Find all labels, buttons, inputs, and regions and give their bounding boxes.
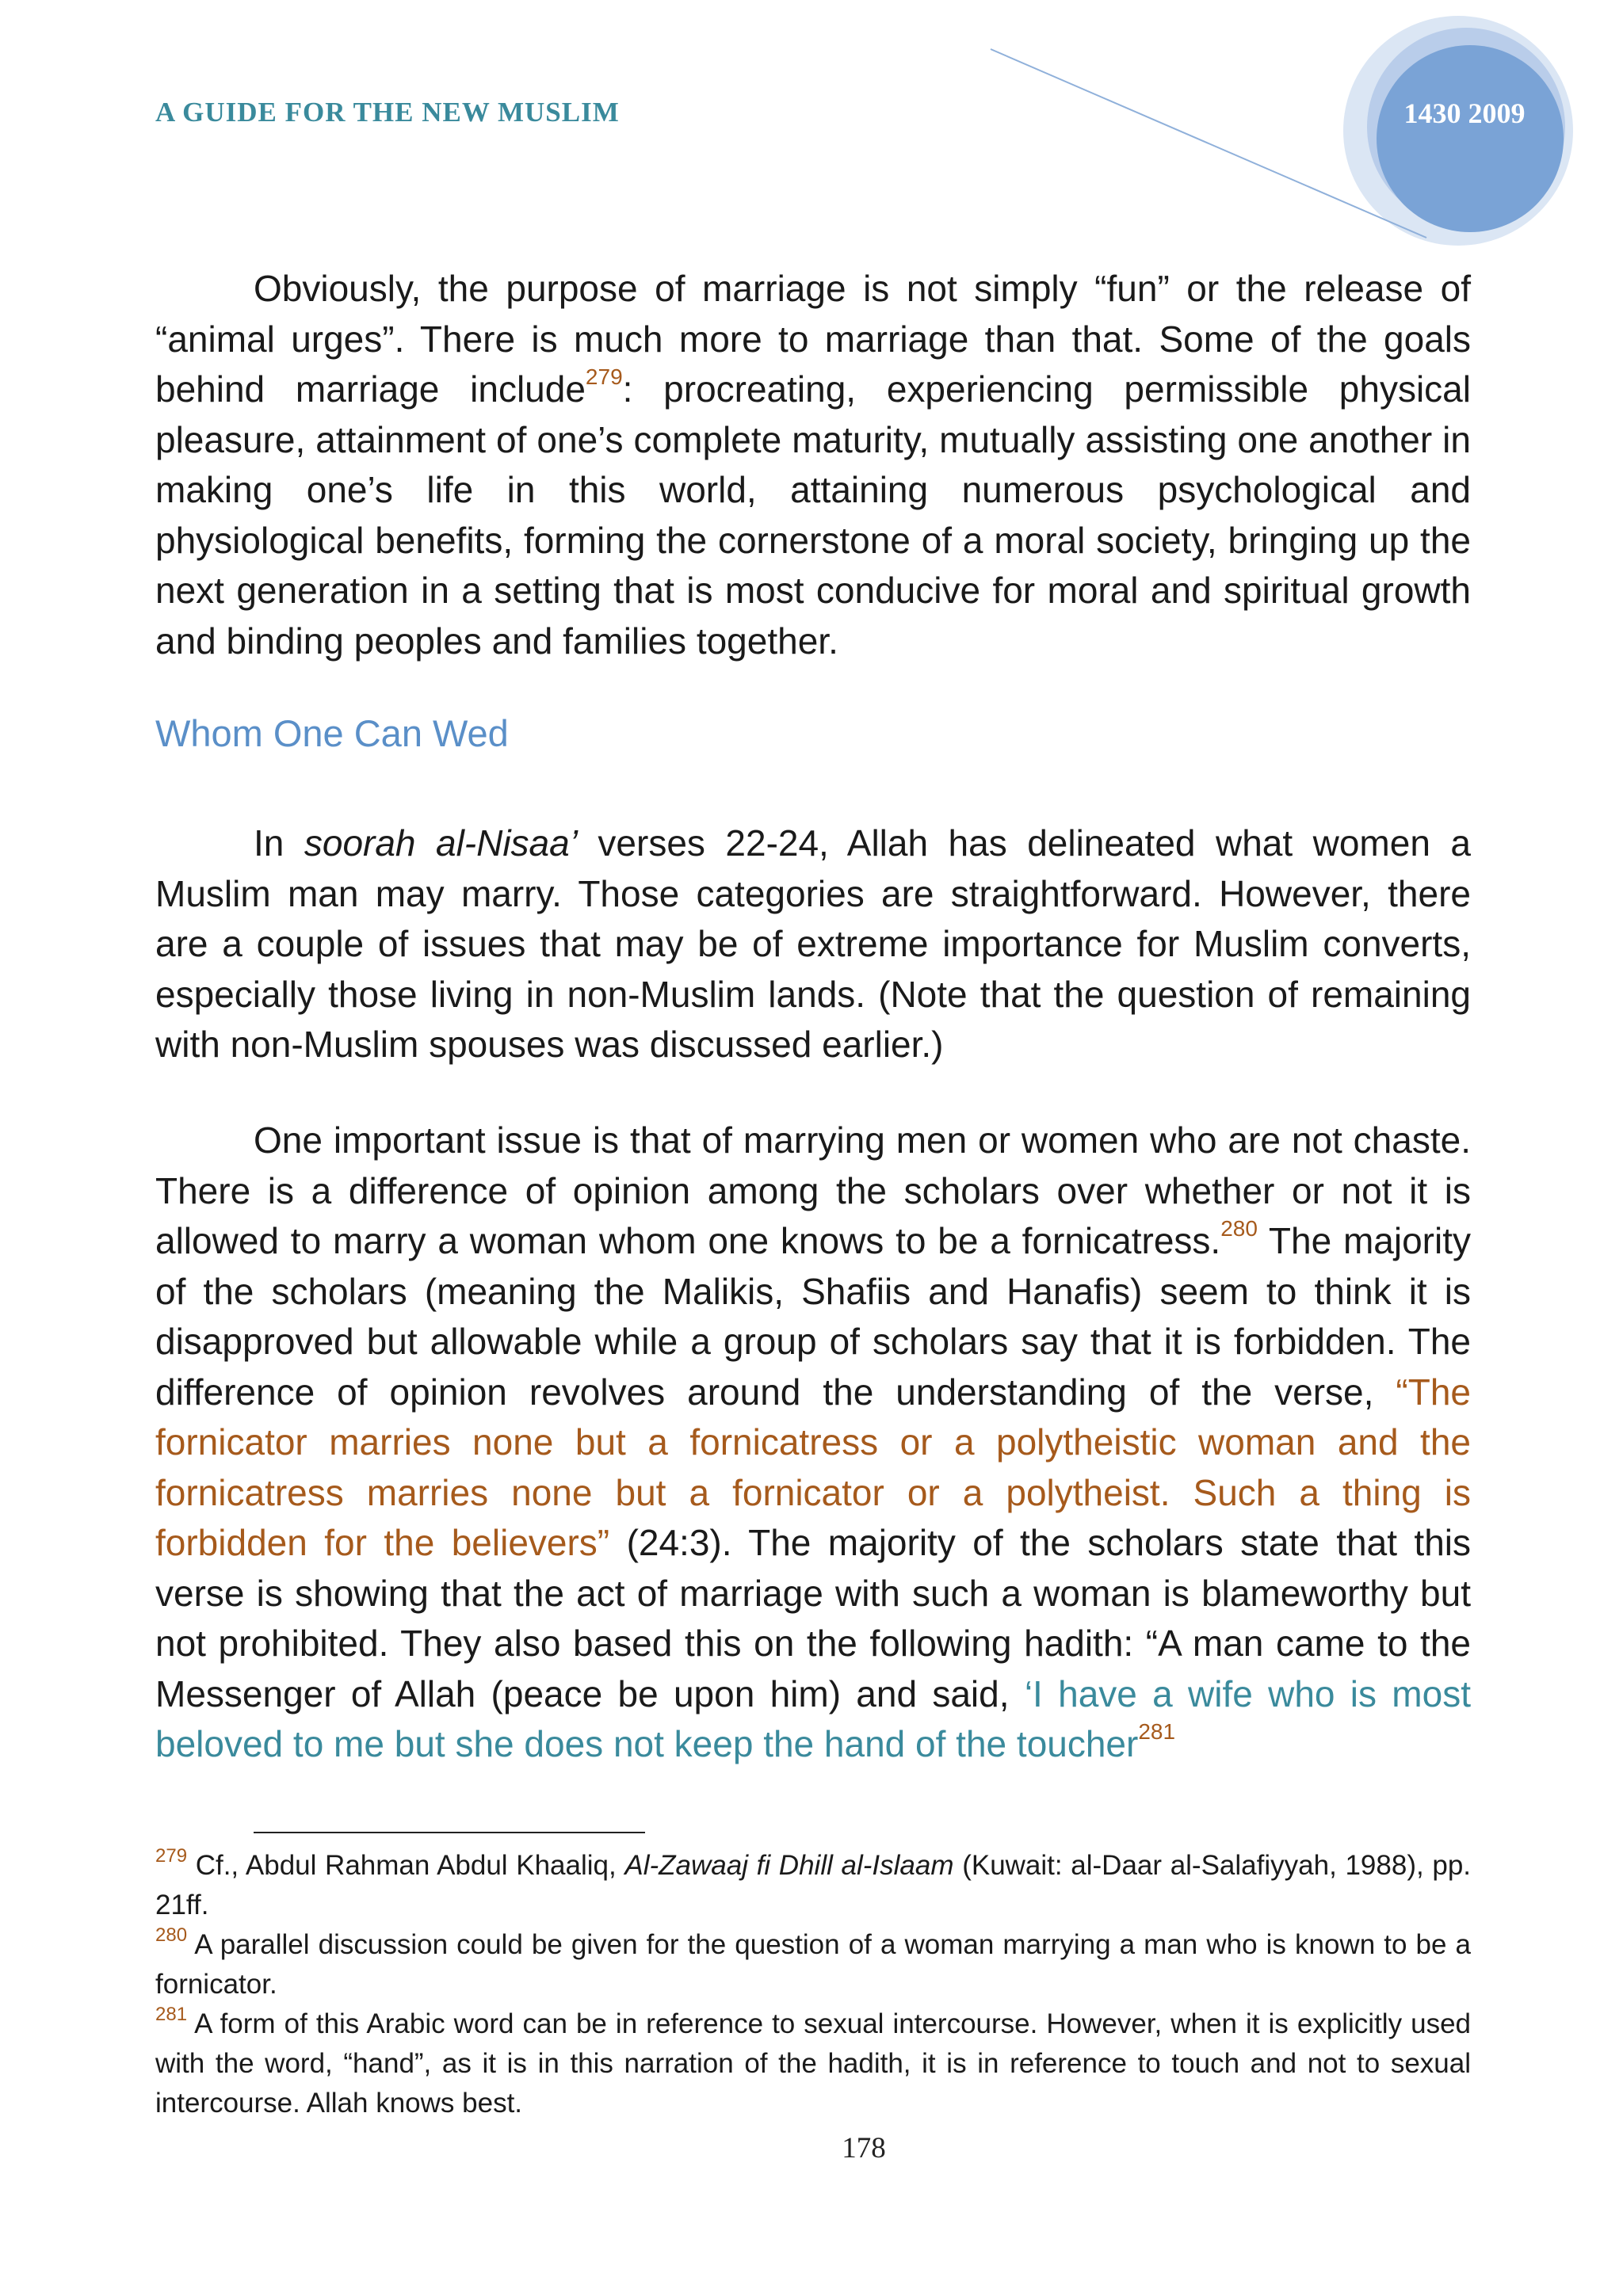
footnote-number: 280 xyxy=(155,1924,188,1946)
footnote-text: A parallel discussion could be given for the question of a woman marrying a man who is known to be a fornicator. xyxy=(155,1929,1471,2000)
section-heading: Whom One Can Wed xyxy=(155,712,509,754)
footnote-number: 281 xyxy=(155,2004,188,2025)
footnote-280 xyxy=(155,1925,1471,2004)
footnote-ref-280[interactable]: 280 xyxy=(1220,1216,1258,1241)
footnote-ref-279[interactable]: 279 xyxy=(585,364,623,389)
footnote-separator xyxy=(254,1832,645,1833)
paragraph-text: Obviously, the purpose of marriage is not simply “fun” or the release of “animal urges”. There is much more to marriage than that. Some of the goals behind marriage include xyxy=(155,268,1471,410)
page-number: 178 xyxy=(842,2132,886,2164)
footnote-text: Cf., Abdul Rahman Abdul Khaaliq, xyxy=(187,1850,625,1881)
paragraph-text: : procreating, experiencing permissible physical pleasure, attainment of one’s complete maturity, mutually assisting one another in making one’s life in this world, attaining numerous psychological and physiological benefits, forming the cornerstone of a moral society, bringing up the next generation in a setting that is most conducive for moral and spiritual growth and binding peoples and families together. xyxy=(155,368,1471,662)
footnote-text: (Kuwait: al-Daar al-Salafiyyah, 1988), pp. 21ff. xyxy=(155,1850,1472,1920)
footnote-text: A form of this Arabic word can be in reference to sexual intercourse. However, when it is explicitly used with the word, “hand”, as it is in this narration of the hadith, it is in reference to touch and not to sexual intercourse. Allah knows best. xyxy=(155,2008,1471,2119)
paragraph-text: (24:3). The majority of the scholars state that this verse is showing that the act of marriage with such a woman is blameworthy but not prohibited. They also based this on the following hadith: “A man came to the Messenger of Allah (peace be upon him) and said, xyxy=(155,1522,1471,1714)
paragraph-whom-to-marry xyxy=(155,818,1471,1070)
book-title: Al-Zawaaj fi Dhill al-Islaam xyxy=(624,1850,954,1881)
paragraph-text: The majority of the scholars (meaning the Malikis, Shafiis and Hanafis) seem to think it is disapproved but allowable while a group of scholars say that it is forbidden. The difference of opinion revolves around the understanding of the verse, xyxy=(155,1220,1471,1413)
footnote-279 xyxy=(155,1846,1471,1925)
surah-name: soorah al-Nisaa’ xyxy=(304,822,578,864)
paragraph-marriage-goals xyxy=(155,264,1471,666)
running-header-title: A GUIDE FOR THE NEW MUSLIM xyxy=(155,97,620,128)
footnotes xyxy=(155,1846,1471,2123)
quran-quote: “The fornicator marries none but a fornicatress or a polytheistic woman and the fornicatress marries none but a fornicator or a polytheist. Such a thing is forbidden for the believers” xyxy=(155,1371,1471,1563)
hadith-quote: ‘I have a wife who is most beloved to me but she does not keep the hand of the toucher xyxy=(155,1672,1471,1764)
footnote-number: 279 xyxy=(155,1845,188,1867)
paragraph-text: In xyxy=(254,822,304,864)
paragraph-text: verses 22-24, Allah has delineated what women a Muslim man may marry. Those categories are straightforward. However, there are a couple of issues that may be of extreme importance for Muslim converts, especially those living in non-Muslim lands. (Note that the question of remaining with non-Muslim spouses was discussed earlier.) xyxy=(155,822,1471,1065)
paragraph-text: One important issue is that of marrying men or women who are not chaste. There is a difference of opinion among the scholars over whether or not it is allowed to marry a woman whom one knows to be a fornicatress. xyxy=(155,1119,1471,1261)
running-header-year: 1430 2009 xyxy=(1403,97,1526,129)
footnote-ref-281[interactable]: 281 xyxy=(1138,1719,1176,1744)
footnote-281 xyxy=(155,2004,1471,2123)
paragraph-chastity-issue xyxy=(155,1116,1471,1770)
